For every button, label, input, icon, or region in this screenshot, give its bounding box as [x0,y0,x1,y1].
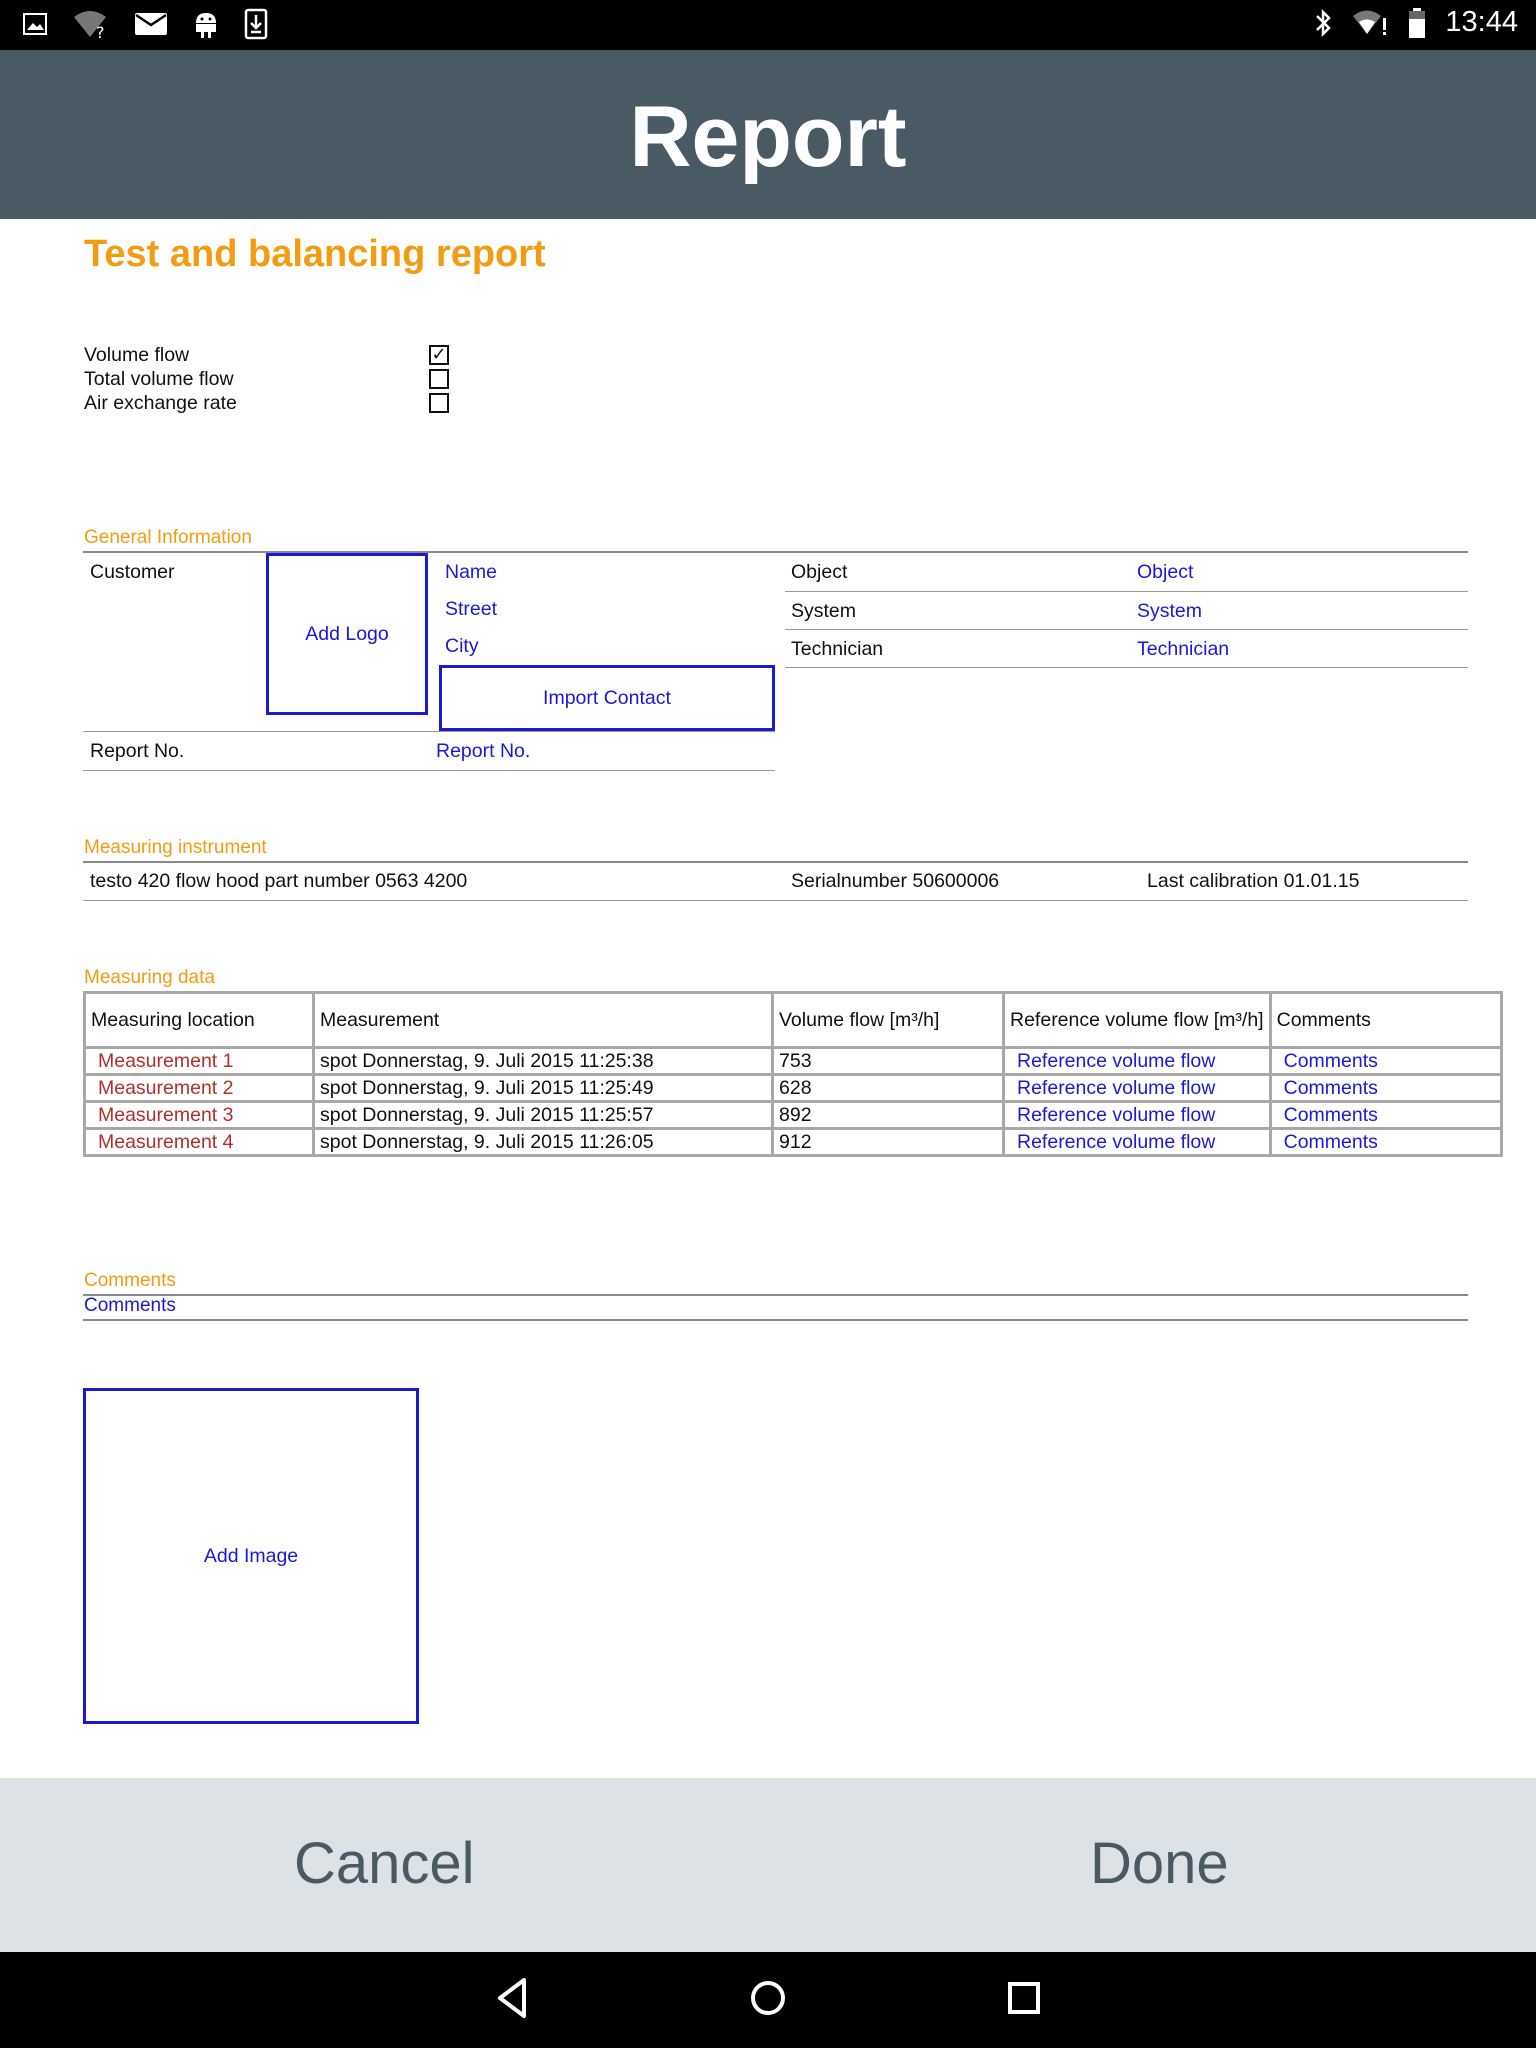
clock: 13:44 [1445,6,1518,38]
air-exchange-rate-checkbox[interactable] [429,393,449,413]
measurement-cell: spot Donnerstag, 9. Juli 2015 11:25:57 [314,1102,773,1129]
recent-apps-icon[interactable] [1006,1980,1042,2021]
divider [785,667,1468,668]
column-header: Volume flow [m³/h] [773,993,1004,1048]
system-field[interactable]: System [1137,600,1203,622]
svg-text:?: ? [96,23,105,39]
measuring-instrument-heading: Measuring instrument [84,837,267,858]
measurement-location-link[interactable]: Measurement 3 [85,1102,314,1129]
customer-label: Customer [90,561,175,583]
reference-volume-flow-field[interactable]: Reference volume flow [1004,1048,1271,1075]
table-row [85,1102,1502,1129]
volume-flow-checkbox[interactable]: ✓ [429,345,449,365]
divider [83,770,775,771]
add-image-button[interactable]: Add Image [83,1388,419,1724]
table-row [85,1075,1502,1102]
navigation-bar [0,1952,1536,2048]
download-icon [244,8,268,40]
instrument-calibration: Last calibration 01.01.15 [1147,870,1360,892]
measurement-cell: spot Donnerstag, 9. Juli 2015 11:26:05 [314,1129,773,1156]
measurement-location-link[interactable]: Measurement 1 [85,1048,314,1075]
instrument-serial: Serialnumber 50600006 [791,870,1000,892]
technician-label: Technician [791,638,884,660]
divider [83,900,1468,901]
divider [785,629,1468,630]
android-icon [192,9,220,39]
mail-icon [134,11,168,37]
general-information-heading: General Information [84,527,252,548]
volume-flow-cell: 628 [773,1075,1004,1102]
measuring-data-table [83,991,1503,1157]
column-header: Measuring location [85,993,314,1048]
image-notification-icon [22,12,48,36]
column-header: Reference volume flow [m³/h] [1004,993,1271,1048]
report-no-label: Report No. [90,740,185,762]
home-icon[interactable] [748,1978,788,2023]
row-comments-field[interactable]: Comments [1270,1075,1501,1102]
row-comments-field[interactable]: Comments [1270,1048,1501,1075]
instrument-name: testo 420 flow hood part number 0563 4200 [90,870,468,892]
row-comments-field[interactable]: Comments [1270,1129,1501,1156]
app-bar [0,50,1536,219]
action-bar [0,1778,1536,1952]
system-label: System [791,600,857,622]
report-type-options [84,343,464,415]
table-row [85,1048,1502,1075]
total-volume-flow-checkbox[interactable] [429,369,449,389]
reference-volume-flow-field[interactable]: Reference volume flow [1004,1129,1271,1156]
column-header: Comments [1270,993,1501,1048]
measuring-data-heading: Measuring data [84,967,215,988]
option-label: Air exchange rate [84,392,237,414]
import-contact-button[interactable]: Import Contact [439,665,775,731]
customer-name-field[interactable]: Name [445,561,498,583]
divider [83,1294,1468,1296]
wifi-unknown-icon [72,9,110,39]
reference-volume-flow-field[interactable]: Reference volume flow [1004,1102,1271,1129]
measurement-cell: spot Donnerstag, 9. Juli 2015 11:25:38 [314,1048,773,1075]
option-label: Volume flow [84,344,190,366]
divider [83,861,1468,863]
measurement-cell: spot Donnerstag, 9. Juli 2015 11:25:49 [314,1075,773,1102]
divider [83,1319,1468,1321]
report-no-field[interactable]: Report No. [436,740,531,762]
technician-field[interactable]: Technician [1137,638,1230,660]
option-air-exchange-rate[interactable] [84,391,464,415]
option-label: Total volume flow [84,368,234,390]
bluetooth-icon [1313,8,1333,38]
measurement-location-link[interactable]: Measurement 2 [85,1075,314,1102]
add-logo-button[interactable]: Add Logo [266,553,428,715]
column-header: Measurement [314,993,773,1048]
row-comments-field[interactable]: Comments [1270,1102,1501,1129]
object-label: Object [791,561,848,583]
report-title: Test and balancing report [84,233,546,275]
option-volume-flow[interactable] [84,343,464,367]
table-row [85,1129,1502,1156]
done-button[interactable]: Done [1090,1831,1229,1896]
status-bar [0,0,1536,50]
object-field[interactable]: Object [1137,561,1194,583]
reference-volume-flow-field[interactable]: Reference volume flow [1004,1075,1271,1102]
back-icon[interactable] [494,1976,530,2025]
comments-heading: Comments [84,1270,176,1291]
wifi-alert-icon [1351,8,1389,38]
page-title: Report [629,89,907,185]
volume-flow-cell: 912 [773,1129,1004,1156]
option-total-volume-flow[interactable] [84,367,464,391]
divider [785,591,1468,592]
cancel-button[interactable]: Cancel [294,1831,475,1896]
table-header-row [85,993,1502,1048]
volume-flow-cell: 753 [773,1048,1004,1075]
customer-street-field[interactable]: Street [445,598,498,620]
divider [83,731,775,732]
measurement-location-link[interactable]: Measurement 4 [85,1129,314,1156]
comments-field[interactable]: Comments [84,1295,176,1316]
customer-city-field[interactable]: City [445,635,479,657]
volume-flow-cell: 892 [773,1102,1004,1129]
battery-icon [1407,7,1427,39]
